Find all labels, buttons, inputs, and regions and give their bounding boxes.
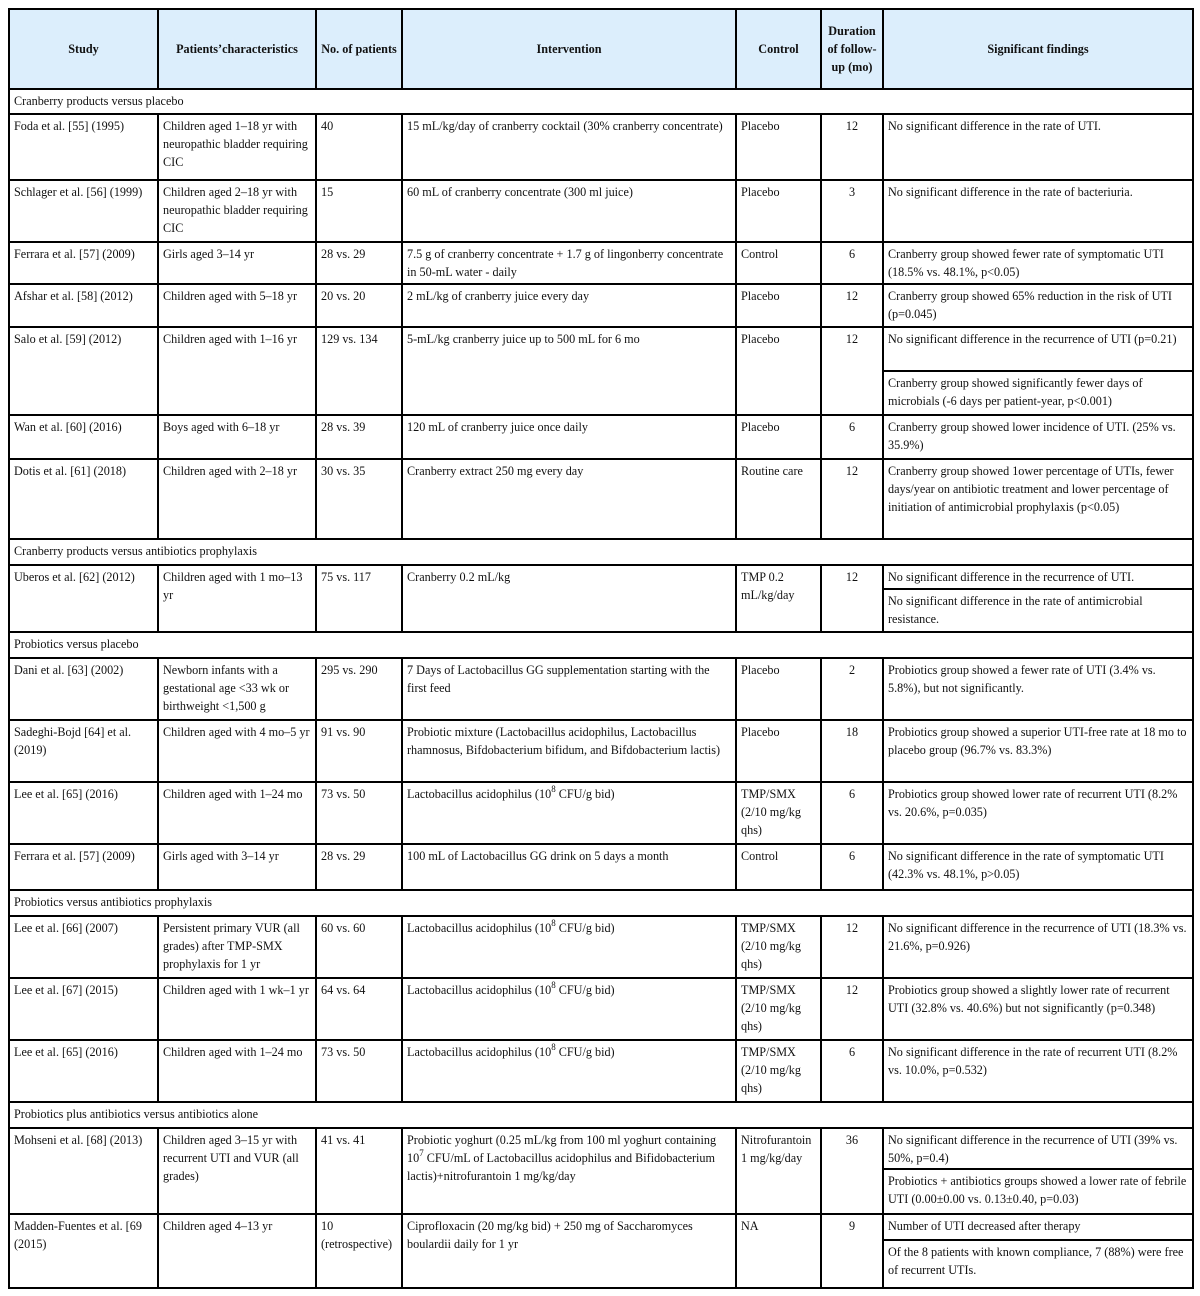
- cell-intervention: Probiotic mixture (Lactobacillus acidophilus, Lactobacillus rhamnosus, Bifdobacterium bifidum, and Bifdobacterium lactis): [402, 720, 736, 782]
- intervention-text: Lactobacillus acidophilus (10: [407, 787, 552, 801]
- cell-number: 295 vs. 290: [316, 658, 402, 720]
- cell-intervention: Cranberry 0.2 mL/kg: [402, 565, 736, 632]
- cell-control: TMP/SMX (2/10 mg/kg qhs): [736, 978, 821, 1040]
- cell-number: 15: [316, 180, 402, 242]
- cell-patients: Children aged with 2–18 yr: [158, 459, 316, 539]
- cell-control: Placebo: [736, 284, 821, 327]
- cell-intervention: 15 mL/kg/day of cranberry cocktail (30% cranberry concentrate): [402, 114, 736, 180]
- cell-study: Dani et al. [63] (2002): [9, 658, 158, 720]
- cell-duration: 6: [821, 782, 883, 844]
- cell-intervention: 100 mL of Lactobacillus GG drink on 5 days a month: [402, 844, 736, 890]
- cell-patients: Persistent primary VUR (all grades) after TMP-SMX prophylaxis for 1 yr: [158, 916, 316, 978]
- cell-study: Lee et al. [65] (2016): [9, 782, 158, 844]
- cell-intervention: 2 mL/kg of cranberry juice every day: [402, 284, 736, 327]
- cell-control: TMP 0.2 mL/kg/day: [736, 565, 821, 632]
- cell-duration: 6: [821, 1040, 883, 1102]
- cell-number: 30 vs. 35: [316, 459, 402, 539]
- cell-study: Mohseni et al. [68] (2013): [9, 1128, 158, 1214]
- cell-finding: Probiotics group showed a fewer rate of UTI (3.4% vs. 5.8%), but not significantly.: [883, 658, 1193, 720]
- cell-number: 28 vs. 39: [316, 415, 402, 459]
- studies-table: [8, 8, 1194, 1289]
- cell-finding: Probiotics group showed a slightly lower rate of recurrent UTI (32.8% vs. 40.6%) but not significantly (p=0.348): [883, 978, 1193, 1040]
- cell-number: 64 vs. 64: [316, 978, 402, 1040]
- section-title: Probiotics versus placebo: [9, 632, 1193, 658]
- cell-finding: Probiotics group showed lower rate of recurrent UTI (8.2% vs. 20.6%, p=0.035): [883, 782, 1193, 844]
- cell-finding: No significant difference in the recurrence of UTI.: [883, 565, 1193, 589]
- cell-patients: Boys aged with 6–18 yr: [158, 415, 316, 459]
- cell-duration: 2: [821, 658, 883, 720]
- cell-control: TMP/SMX (2/10 mg/kg qhs): [736, 916, 821, 978]
- table-row: [9, 565, 1193, 589]
- cell-intervention: 7.5 g of cranberry concentrate + 1.7 g of lingonberry concentrate in 50-mL water - daily: [402, 242, 736, 284]
- header-findings: Significant findings: [883, 9, 1193, 89]
- cell-duration: 6: [821, 242, 883, 284]
- cell-study: Lee et al. [65] (2016): [9, 1040, 158, 1102]
- cell-duration: 12: [821, 284, 883, 327]
- cell-finding: No significant difference in the rate of symptomatic UTI (42.3% vs. 48.1%, p>0.05): [883, 844, 1193, 890]
- header-number: No. of patients: [316, 9, 402, 89]
- cell-finding: No significant difference in the recurrence of UTI (p=0.21): [883, 327, 1193, 371]
- cell-number: 41 vs. 41: [316, 1128, 402, 1214]
- section-title: Probiotics plus antibiotics versus antibiotics alone: [9, 1102, 1193, 1128]
- cell-finding: No significant difference in the recurrence of UTI (39% vs. 50%, p=0.4): [883, 1128, 1193, 1169]
- cell-patients: Girls aged 3–14 yr: [158, 242, 316, 284]
- cell-finding: Probiotics + antibiotics groups showed a lower rate of febrile UTI (0.00±0.00 vs. 0.13±0.40, p=0.03): [883, 1169, 1193, 1214]
- cell-patients: Children aged with 1–24 mo: [158, 782, 316, 844]
- cell-number: 28 vs. 29: [316, 844, 402, 890]
- cell-patients: Children aged with 1–24 mo: [158, 1040, 316, 1102]
- table-row: [9, 459, 1193, 539]
- cell-study: Ferrara et al. [57] (2009): [9, 844, 158, 890]
- cell-study: Ferrara et al. [57] (2009): [9, 242, 158, 284]
- cell-study: Wan et al. [60] (2016): [9, 415, 158, 459]
- cell-study: Dotis et al. [61] (2018): [9, 459, 158, 539]
- table-row: [9, 916, 1193, 978]
- intervention-exponent: 8: [551, 917, 556, 928]
- cell-control: Placebo: [736, 415, 821, 459]
- section-row: [9, 632, 1193, 658]
- table-row: [9, 180, 1193, 242]
- section-title: Probiotics versus antibiotics prophylaxis: [9, 890, 1193, 916]
- section-title: Cranberry products versus placebo: [9, 89, 1193, 114]
- table-row: [9, 1040, 1193, 1102]
- intervention-text-cont: CFU/mL of Lactobacillus acidophilus and Bifidobacterium lactis)+nitrofurantoin 1 mg/kg/day: [407, 1151, 715, 1183]
- cell-finding: Cranberry group showed 65% reduction in the risk of UTI (p=0.045): [883, 284, 1193, 327]
- header-row: [9, 9, 1193, 89]
- cell-intervention: 5-mL/kg cranberry juice up to 500 mL for 6 mo: [402, 327, 736, 415]
- cell-intervention: Ciprofloxacin (20 mg/kg bid) + 250 mg of Saccharomyces boulardii daily for 1 yr: [402, 1214, 736, 1288]
- cell-number: 60 vs. 60: [316, 916, 402, 978]
- cell-finding: Cranberry group showed 1ower percentage of UTIs, fewer days/year on antibiotic treatment and lower percentage of initiation of antimicrobial prophylaxis (p<0.05): [883, 459, 1193, 539]
- table-row: [9, 658, 1193, 720]
- section-row: [9, 539, 1193, 565]
- table-row: [9, 1128, 1193, 1169]
- cell-number: 20 vs. 20: [316, 284, 402, 327]
- cell-patients: Children aged 3–15 yr with recurrent UTI and VUR (all grades): [158, 1128, 316, 1214]
- cell-study: Foda et al. [55] (1995): [9, 114, 158, 180]
- intervention-exponent: 8: [551, 783, 556, 794]
- table-row: [9, 978, 1193, 1040]
- cell-intervention: [402, 916, 736, 978]
- intervention-text: Lactobacillus acidophilus (10: [407, 921, 552, 935]
- cell-control: Placebo: [736, 180, 821, 242]
- cell-intervention: [402, 1040, 736, 1102]
- header-duration: Duration of follow-up (mo): [821, 9, 883, 89]
- cell-number: 73 vs. 50: [316, 1040, 402, 1102]
- cell-duration: 12: [821, 459, 883, 539]
- intervention-text: Lactobacillus acidophilus (10: [407, 1045, 552, 1059]
- cell-duration: 12: [821, 978, 883, 1040]
- cell-intervention: [402, 782, 736, 844]
- cell-finding: No significant difference in the rate of UTI.: [883, 114, 1193, 180]
- section-title: Cranberry products versus antibiotics prophylaxis: [9, 539, 1193, 565]
- table-row: [9, 114, 1193, 180]
- cell-number: 28 vs. 29: [316, 242, 402, 284]
- cell-control: Placebo: [736, 658, 821, 720]
- table-row: [9, 415, 1193, 459]
- intervention-text-cont: CFU/g bid): [555, 921, 615, 935]
- cell-finding: Cranberry group showed fewer rate of symptomatic UTI (18.5% vs. 48.1%, p<0.05): [883, 242, 1193, 284]
- cell-intervention: Cranberry extract 250 mg every day: [402, 459, 736, 539]
- cell-patients: Children aged 1–18 yr with neuropathic bladder requiring CIC: [158, 114, 316, 180]
- cell-study: Lee et al. [66] (2007): [9, 916, 158, 978]
- table-row: [9, 782, 1193, 844]
- cell-control: Control: [736, 844, 821, 890]
- cell-number: 73 vs. 50: [316, 782, 402, 844]
- cell-finding: No significant difference in the rate of recurrent UTI (8.2% vs. 10.0%, p=0.532): [883, 1040, 1193, 1102]
- cell-finding: Of the 8 patients with known compliance, 7 (88%) were free of recurrent UTIs.: [883, 1240, 1193, 1288]
- intervention-exponent: 7: [419, 1147, 424, 1158]
- cell-control: Placebo: [736, 327, 821, 415]
- cell-control: Nitrofurantoin 1 mg/kg/day: [736, 1128, 821, 1214]
- cell-intervention: [402, 978, 736, 1040]
- cell-duration: 36: [821, 1128, 883, 1214]
- cell-finding: No significant difference in the recurrence of UTI (18.3% vs. 21.6%, p=0.926): [883, 916, 1193, 978]
- cell-study: Schlager et al. [56] (1999): [9, 180, 158, 242]
- table-row: [9, 242, 1193, 284]
- table-row: [9, 720, 1193, 782]
- cell-number: 10 (retrospective): [316, 1214, 402, 1288]
- intervention-text-cont: CFU/g bid): [555, 1045, 615, 1059]
- cell-duration: 6: [821, 415, 883, 459]
- cell-number: 40: [316, 114, 402, 180]
- cell-duration: 12: [821, 114, 883, 180]
- cell-patients: Children aged 2–18 yr with neuropathic bladder requiring CIC: [158, 180, 316, 242]
- cell-number: 91 vs. 90: [316, 720, 402, 782]
- intervention-text-cont: CFU/g bid): [555, 787, 615, 801]
- cell-finding: Probiotics group showed a superior UTI-free rate at 18 mo to placebo group (96.7% vs. 83.3%): [883, 720, 1193, 782]
- cell-patients: Children aged with 4 mo–5 yr: [158, 720, 316, 782]
- cell-control: NA: [736, 1214, 821, 1288]
- cell-duration: 3: [821, 180, 883, 242]
- cell-intervention: 60 mL of cranberry concentrate (300 ml juice): [402, 180, 736, 242]
- cell-patients: Children aged with 1 wk–1 yr: [158, 978, 316, 1040]
- intervention-text-cont: CFU/g bid): [555, 983, 615, 997]
- cell-duration: 12: [821, 565, 883, 632]
- cell-control: Placebo: [736, 114, 821, 180]
- header-patients: Patients’characteristics: [158, 9, 316, 89]
- cell-intervention: [402, 1128, 736, 1214]
- cell-control: Control: [736, 242, 821, 284]
- cell-duration: 9: [821, 1214, 883, 1288]
- cell-finding: No significant difference in the rate of bacteriuria.: [883, 180, 1193, 242]
- cell-patients: Children aged 4–13 yr: [158, 1214, 316, 1288]
- cell-study: Afshar et al. [58] (2012): [9, 284, 158, 327]
- cell-number: 129 vs. 134: [316, 327, 402, 415]
- cell-duration: 6: [821, 844, 883, 890]
- header-intervention: Intervention: [402, 9, 736, 89]
- table-row: [9, 284, 1193, 327]
- cell-study: Salo et al. [59] (2012): [9, 327, 158, 415]
- cell-finding: Cranberry group showed lower incidence of UTI. (25% vs. 35.9%): [883, 415, 1193, 459]
- table-row: [9, 1214, 1193, 1240]
- cell-finding: Number of UTI decreased after therapy: [883, 1214, 1193, 1240]
- cell-control: TMP/SMX (2/10 mg/kg qhs): [736, 1040, 821, 1102]
- cell-number: 75 vs. 117: [316, 565, 402, 632]
- intervention-exponent: 8: [551, 979, 556, 990]
- intervention-text: Lactobacillus acidophilus (10: [407, 983, 552, 997]
- cell-study: Uberos et al. [62] (2012): [9, 565, 158, 632]
- cell-patients: Children aged with 5–18 yr: [158, 284, 316, 327]
- cell-control: TMP/SMX (2/10 mg/kg qhs): [736, 782, 821, 844]
- cell-patients: Newborn infants with a gestational age <33 wk or birthweight <1,500 g: [158, 658, 316, 720]
- table-row: [9, 844, 1193, 890]
- cell-patients: Children aged with 1–16 yr: [158, 327, 316, 415]
- cell-finding: No significant difference in the rate of antimicrobial resistance.: [883, 589, 1193, 632]
- cell-study: Lee et al. [67] (2015): [9, 978, 158, 1040]
- table-row: [9, 327, 1193, 371]
- intervention-exponent: 8: [551, 1041, 556, 1052]
- header-control: Control: [736, 9, 821, 89]
- cell-study: Sadeghi-Bojd [64] et al. (2019): [9, 720, 158, 782]
- section-row: [9, 890, 1193, 916]
- cell-duration: 18: [821, 720, 883, 782]
- cell-finding: Cranberry group showed significantly fewer days of microbials (-6 days per patient-year, p<0.001): [883, 371, 1193, 415]
- intervention-text: Probiotic yoghurt (0.25 mL/kg from 100 ml yoghurt containing 10: [407, 1133, 717, 1165]
- cell-duration: 12: [821, 327, 883, 415]
- section-row: [9, 1102, 1193, 1128]
- cell-study: Madden-Fuentes et al. [69 (2015): [9, 1214, 158, 1288]
- cell-patients: Children aged with 1 mo–13 yr: [158, 565, 316, 632]
- section-row: [9, 89, 1193, 114]
- cell-control: Placebo: [736, 720, 821, 782]
- cell-duration: 12: [821, 916, 883, 978]
- header-study: Study: [9, 9, 158, 89]
- cell-intervention: 7 Days of Lactobacillus GG supplementation starting with the first feed: [402, 658, 736, 720]
- cell-patients: Girls aged with 3–14 yr: [158, 844, 316, 890]
- cell-intervention: 120 mL of cranberry juice once daily: [402, 415, 736, 459]
- cell-control: Routine care: [736, 459, 821, 539]
